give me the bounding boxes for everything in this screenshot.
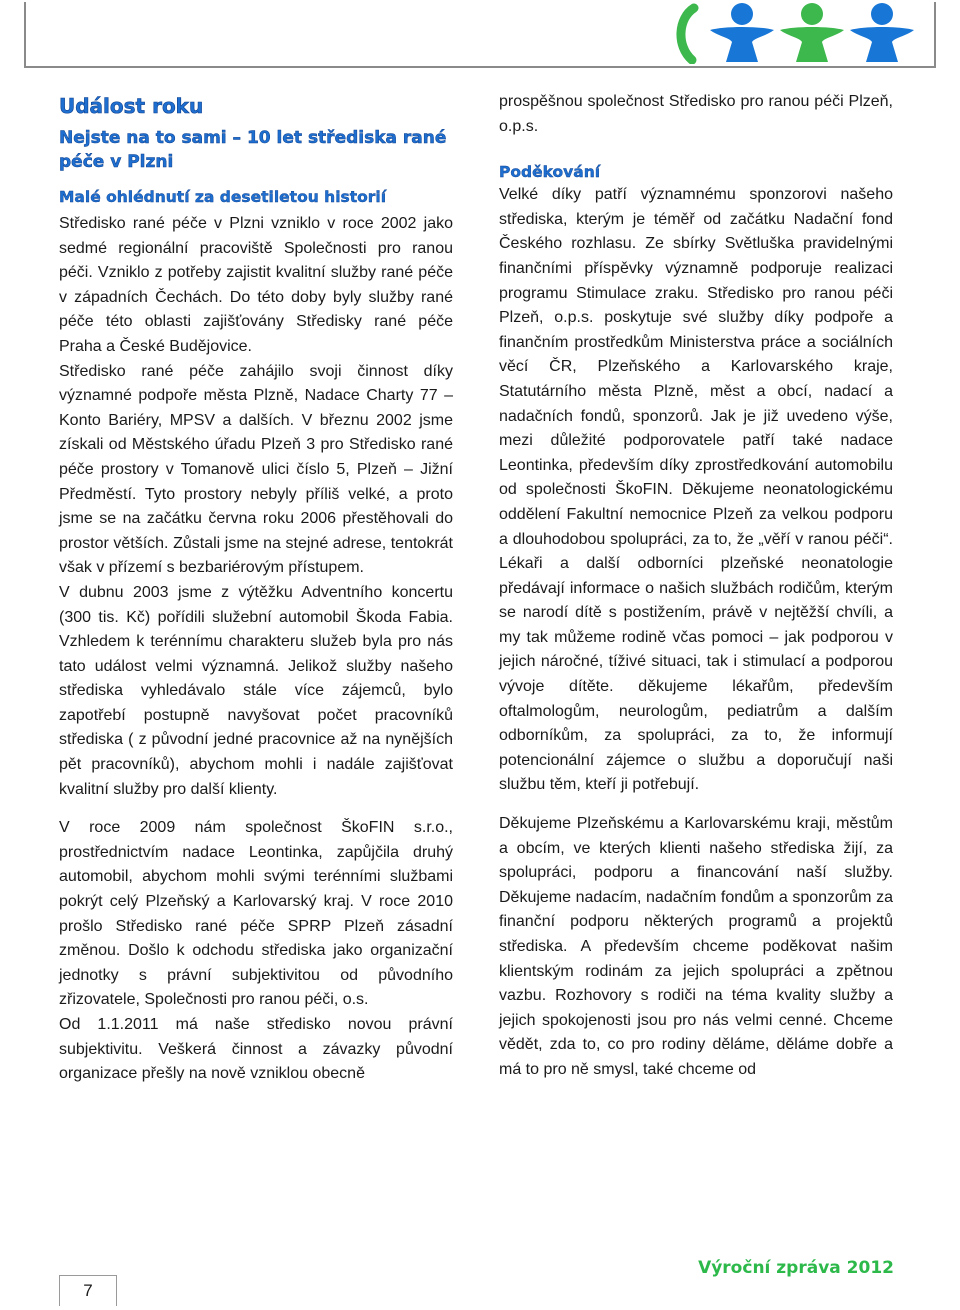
- paragraph: Středisko rané péče v Plzni vzniklo v roce 2002 jako sedmé regionální pracoviště Společnosti pro ranou péči. Vzniklo z potřeby zajistit kvalitní služby rané péče v západních Čechách. Do této doby byly služby rané péče této oblasti zajišťovány Středisky rané péče Praha a České Budějovice.: [59, 215, 453, 355]
- report-title-footer: Výroční zpráva 2012: [698, 1258, 894, 1278]
- section-heading-thanks: Poděkování: [499, 163, 601, 182]
- paragraph: Od 1.1.2011 má naše středisko novou právní subjektivitu. Veškerá činnost a závazky původní organizace přešly na nově vzniklou obecně: [59, 1016, 453, 1083]
- paragraph: V dubnu 2003 jsme z výtěžku Adventního koncertu (300 tis. Kč) pořídili služební automobil Škoda Fabia. Vzhledem k terénnímu charakteru služeb byla pro nás tato událost velmi významná. Jelikož služby našeho střediska vyhledávalo stále více zájemců, bylo zapotřebí postupně navyšovat počet pracovníků střediska ( z původní jedné pracovnice až na nynějších pět pracovníků), abychom mohli i nadále zajišťovat kvalitní služby pro další klienty.: [59, 583, 453, 798]
- paragraph: V roce 2009 nám společnost ŠkoFIN s.r.o., prostřednictvím nadace Leontinka, zapůjčila druhý automobil, abychom mohli svými terénními službami pokrýt celý Plzeňský a Karlovarský kraj. V roce 2010 prošlo Středisko rané péče SPRP Plzeň zásadní změnou. Došlo k odchodu střediska jako organizační jednotky s právní subjektivitou od původního zřizovatele, Společnosti pro ranou péči, o.s.: [59, 819, 453, 1009]
- right-column: [499, 90, 893, 1083]
- section-heading-history: Malé ohlédnutí za desetiletou historií: [59, 188, 387, 206]
- page-number: 7: [59, 1275, 117, 1306]
- paragraph: Středisko rané péče zahájilo svoji činnost díky významné podpoře města Plzně, Nadace Charty 77 – Konto Bariéry, MPSV a dalších. V březnu 2002 jsme získali od Městského úřadu Plzeň 3 pro Středisko rané péče prostory v Tomanově ulici číslo 5, Plzeň – Jižní Předměstí. Tyto prostory nebyly příliš velké, a proto jsme se na začátku června roku 2006 přestěhovali do prostor větších. Zůstali jsme na stejné adrese, tentokrát však v přízemí s bezbariérovým přístupem.: [59, 362, 453, 577]
- article-subtitle: Nejste na to sami – 10 let střediska rané péče v Plzni: [59, 128, 447, 172]
- page-title: Událost roku: [59, 94, 204, 118]
- paragraph: prospěšnou společnost Středisko pro ranou péči Plzeň, o.p.s.: [499, 93, 893, 135]
- paragraph: Velké díky patří významnému sponzorovi našeho střediska, kterým je téměř od začátku Nadační fond Českého rozhlasu. Ze sbírky Světluška pravidelnými finančními příspěvky významně podporuje realizaci programu Stimulace zraku. Středisko pro ranou péči Plzeň, o.p.s. poskytuje své služby díky podpoře a finančním prostředkům Ministerstva práce a sociálních věcí ČR, Plzeňského a Karlovarského kraje, Statutárního města Plzně, měst a obcí, nadací a nadačních fondů, sponzorů. Jak je již uvedeno výše, mezi důležité podporovatele patří také nadace Leontinka, především díky zprostředkování automobilu od společnosti ŠkoFIN. Děkujeme neonatologickému oddělení Fakultní nemocnice Plzeň za velkou podporu a dlouhodobou spolupráci, za to, že „věří v ranou péči“. Lékaři a další odborníci plzeňské neonatologie předávají informace o našich službách rodičům, kterým se narodí dítě s postižením, právě v nejtěžší chvíli, a my tak můžeme rodině včas pomoci – jak podporou v jejich náročné, tíživé situaci, tak i stimulací a podporou vývoje dítěte. děkujeme lékařům, především oftalmologům, neurologům, pediatrům a dalším odborníkům, za spolupráci, za to, že informují potencionální zájemce o službu a doporučují naši službu těm, kteří ji potřebují.: [499, 186, 893, 794]
- paragraph: Děkujeme Plzeňskému a Karlovarskému kraji, městům a obcím, ve kterých klienti našeho střediska žijí, za spolupráci, podporu a financování naší služby. Děkujeme nadacím, nadačním fondům a sponzorům za finanční podporu některých programů a projektů střediska. A především chceme poděkovat našim klientským rodinám za jejich spolupráci a zpětnou vazbu. Rozhovory s rodiči na téma kvality služby a jejich spokojenosti jsou pro nás velmi cenné. Chceme vědět, zda to, co pro rodiny děláme, děláme dobře a má to pro ně smysl, také chceme od: [499, 815, 893, 1078]
- children-figures-logo: [662, 0, 932, 64]
- left-column: [59, 90, 453, 1087]
